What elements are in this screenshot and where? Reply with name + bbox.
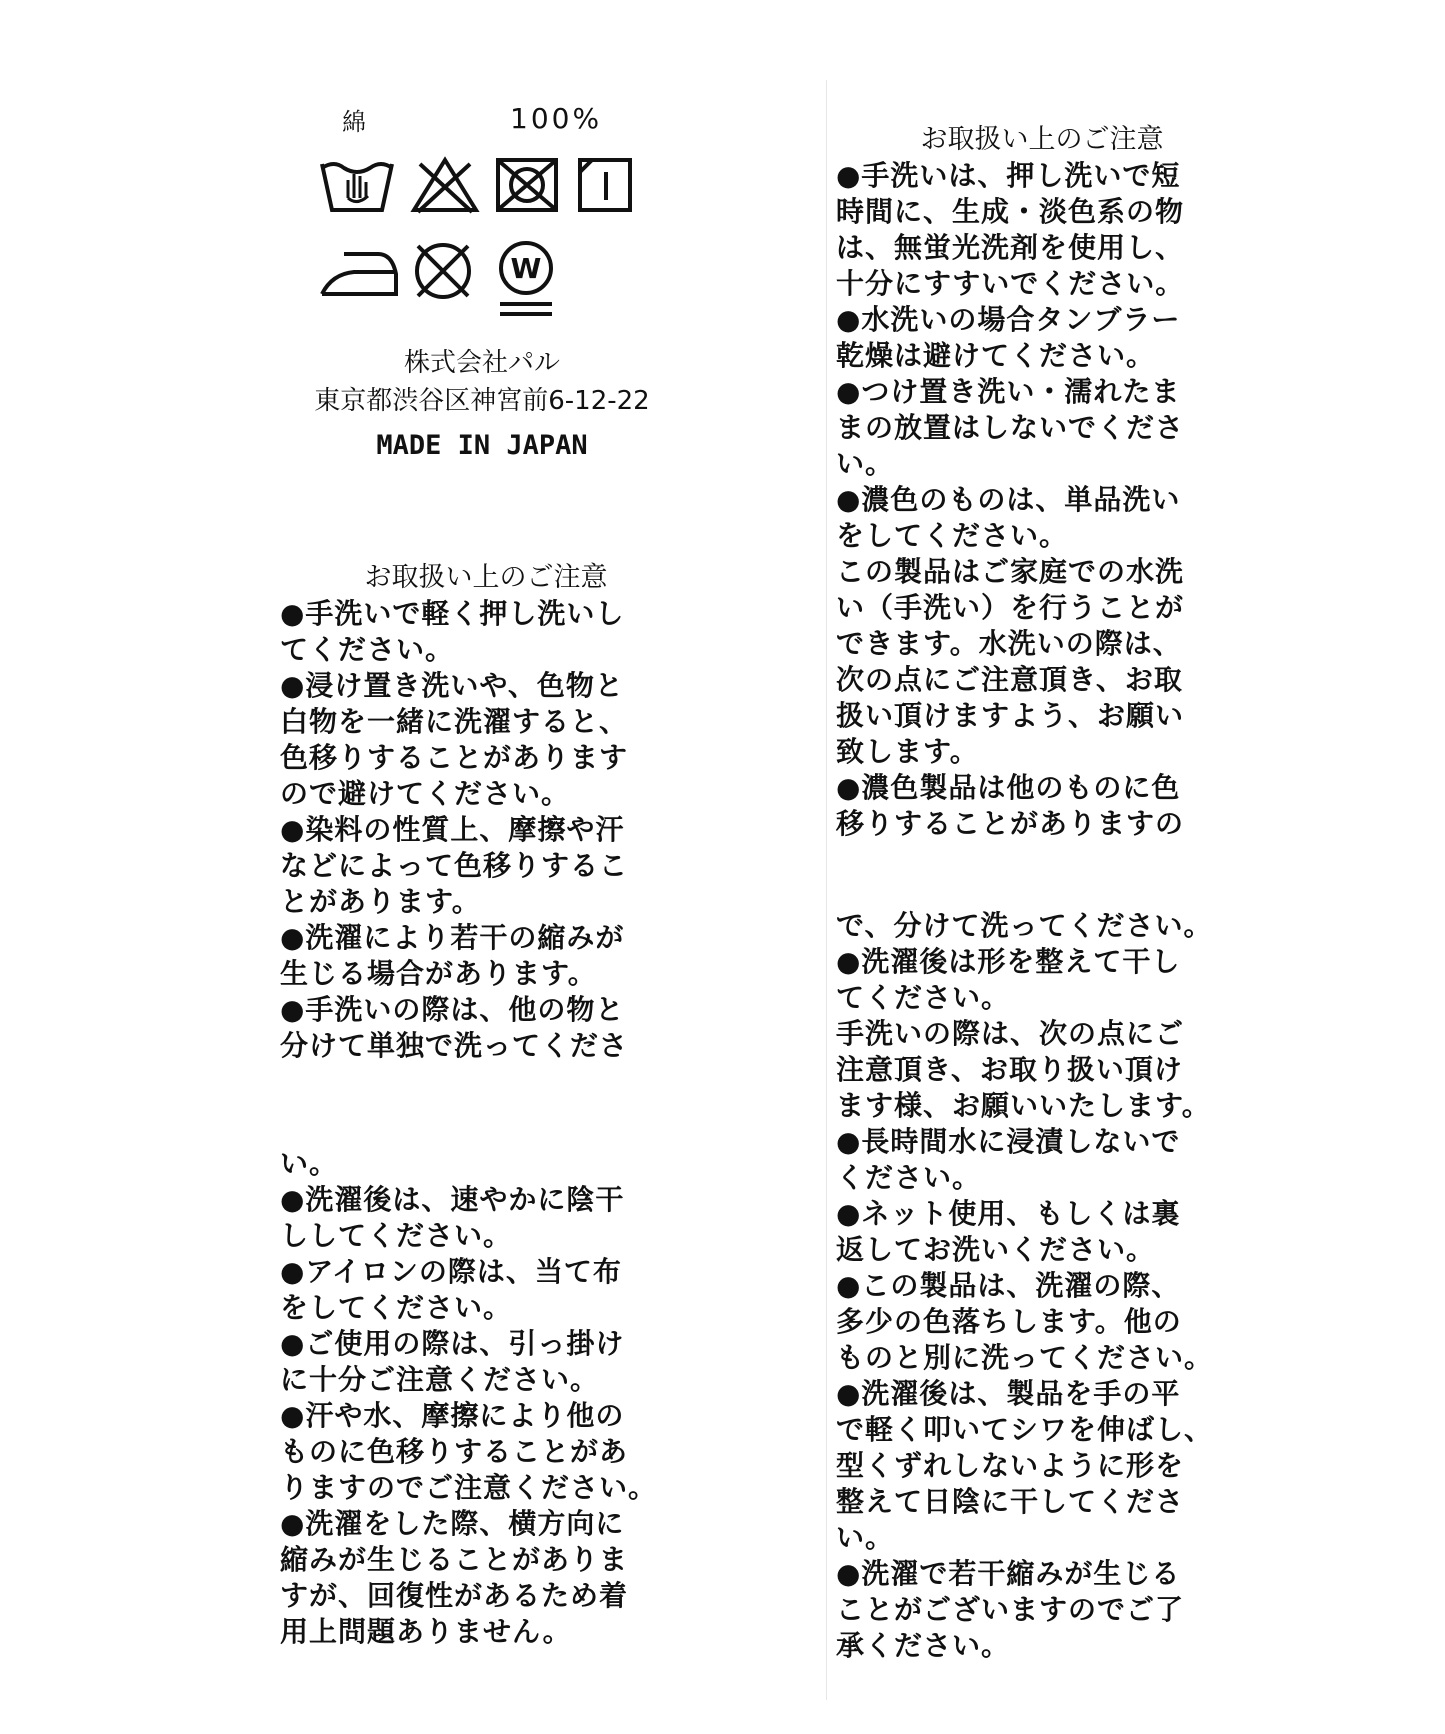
- composition: [342, 102, 632, 134]
- no-tumble-dry-icon: [494, 156, 560, 214]
- wet-clean-gentle-icon: [494, 238, 558, 320]
- care-heading: お取扱い上のご注意: [920, 124, 1164, 155]
- company-address: 東京都渋谷区神宮前6-12-22: [314, 386, 650, 416]
- care-symbols: [318, 154, 648, 344]
- care-notes-right-2: [836, 908, 1248, 1664]
- company-name: 株式会社パル: [403, 348, 560, 378]
- care-notes-left-1: [280, 560, 692, 1064]
- iron-low-icon: [318, 244, 400, 300]
- care-heading: お取扱い上のご注意: [364, 562, 608, 593]
- care-notes-left-2: [280, 1146, 692, 1650]
- left-care-label: [272, 88, 692, 1708]
- care-notes-text: ●手洗いは、押し洗いで短 時間に、生成・淡色系の物 は、無蛍光洗剤を使用し、 十分にすすいでください。 ●水洗いの場合タンブラー 乾燥は避けてください。 ●つけ置き洗い・濡れたま まの放置はしないでくださ い。 ●濃色のものは、単品洗い をしてください。 この製品はご家庭での水洗 い（手洗い）を行うことが できます。水洗いの際は、 次の点にご注意頂き、お取 扱い頂けますよう、お願い 致します。 ●濃色製品は他のものに色 移りすることがありますの: [836, 159, 1185, 840]
- hand-wash-icon: [318, 154, 396, 216]
- label-divider: [826, 80, 827, 1700]
- care-notes-text: ●手洗いで軽く押し洗いし てください。 ●浸け置き洗いや、色物と 白物を一緒に洗濯すると、 色移りすることがあります ので避けてください。 ●染料の性質上、摩擦や汗 などによって色移りするこ とがあります。 ●洗濯により若干の縮みが 生じる場合があります。 ●手洗いの際は、他の物と 分けて単独で洗ってくださ: [280, 597, 629, 1062]
- svg-text:W: W: [510, 252, 542, 285]
- made-in-text: MADE IN JAPAN: [376, 430, 588, 461]
- percent-text: 100%: [510, 102, 603, 135]
- no-dry-clean-icon: [410, 240, 476, 302]
- care-notes-text: い。 ●洗濯後は、速やかに陰干 ししてください。 ●アイロンの際は、当て布 をしてください。 ●ご使用の際は、引っ掛け に十分ご注意ください。 ●汗や水、摩擦により他の ものに色移りすることがあ りますのでご注意ください。 ●洗濯をした際、横方向に 縮みが生じることがありま すが、回復性があるため着 用上問題ありません。: [280, 1147, 658, 1648]
- care-notes-right-1: [836, 122, 1248, 842]
- no-bleach-icon: [410, 156, 480, 214]
- right-care-label: [830, 118, 1250, 1708]
- material-text: 綿: [342, 108, 369, 136]
- line-dry-shade-icon: [576, 156, 634, 214]
- care-notes-text: で、分けて洗ってください。 ●洗濯後は形を整えて干し てください。 手洗いの際は、次の点にご 注意頂き、お取り扱い頂け ます様、お願いいたします。 ●長時間水に浸漬しないで ください。 ●ネット使用、もしくは裏 返してお洗いください。 ●この製品は、洗濯の際、 多少の色落ちします。他の ものと別に洗ってください。 ●洗濯後は、製品を手の平 で軽く叩いてシワを伸ばし、 型くずれしないように形を 整えて日陰に干してくださ い。 ●洗濯で若干縮みが生じる ことがございますのでご了 承ください。: [836, 909, 1214, 1662]
